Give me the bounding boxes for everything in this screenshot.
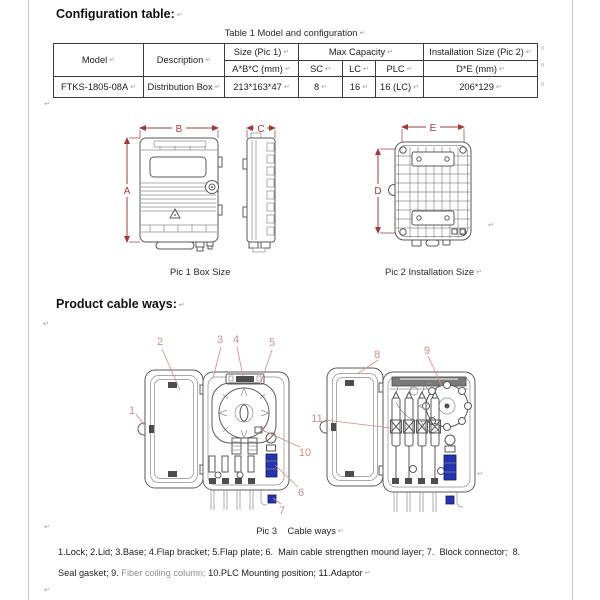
- pic3-cable-ways-drawing: [105, 328, 515, 528]
- pic1-side-view: [243, 133, 275, 252]
- dim-label-d: D: [374, 186, 382, 197]
- paragraph-mark: ↵: [337, 528, 344, 535]
- paragraph-mark: ↵: [44, 101, 50, 108]
- paragraph-mark: ↵: [364, 570, 371, 577]
- dim-label-c: C: [257, 124, 265, 135]
- table-row: [54, 77, 538, 98]
- header-plc: PLC ↵: [376, 61, 424, 77]
- paragraph-mark: ↵: [176, 12, 183, 19]
- page-left-edge: [28, 0, 29, 600]
- paragraph-mark: ↵: [283, 84, 290, 91]
- header-description: Description ↵: [144, 44, 225, 77]
- cell-plc: 16 (LC) ↵: [376, 77, 424, 98]
- table-caption: [53, 27, 537, 38]
- paragraph-mark: ↵: [359, 30, 366, 37]
- callout-3: 3: [216, 334, 224, 346]
- muted-legend-segment: Fiber coiling column;: [121, 568, 209, 578]
- paragraph-mark: ↵: [43, 321, 49, 328]
- adaptor-blue: [444, 455, 456, 480]
- paragraph-mark: ↵: [205, 57, 212, 64]
- callout-6: 6: [297, 487, 305, 499]
- lock-knob-icon: [206, 181, 219, 194]
- paragraph-mark: ↵: [283, 49, 290, 56]
- cell-end-mark: ¤: [541, 46, 545, 52]
- callout-5: 5: [268, 337, 276, 349]
- paragraph-mark: ↵: [488, 222, 494, 229]
- cell-model: FTKS-1805-08A ↵: [54, 77, 144, 98]
- paragraph-mark: ↵: [321, 84, 328, 91]
- paragraph-mark: ↵: [413, 84, 419, 91]
- paragraph-mark: ↵: [325, 65, 331, 73]
- pic1-front-view: [140, 138, 222, 251]
- label-window: [150, 157, 206, 177]
- configuration-table-heading: [56, 7, 183, 21]
- paragraph-mark: ↵: [362, 84, 369, 91]
- pic3-caption: Pic 3 Cable ways ↵: [256, 525, 344, 536]
- dimension-a-arrow: [121, 138, 140, 242]
- dimension-b-arrow: [140, 122, 218, 138]
- pic2-back-view: [389, 142, 472, 246]
- callout-8: 8: [373, 349, 381, 361]
- warning-triangle-icon: [170, 209, 180, 218]
- cell-end-mark: ¤: [541, 63, 545, 69]
- bottom-tray: [156, 242, 194, 249]
- paragraph-mark: ↵: [477, 471, 483, 478]
- cell-end-mark: ¤: [541, 82, 545, 88]
- paragraph-mark: ↵: [284, 65, 291, 73]
- hinge-teeth: [267, 143, 274, 235]
- pic2-installation-drawing: [360, 113, 510, 263]
- paragraph-mark: ↵: [109, 57, 116, 64]
- parts-legend-line-1: 1.Lock; 2.Lid; 3.Base; 4.Flap bracket; 5.Flap plate; 6. Main cable strengthen mound layer; 7. Block connector; 8.: [58, 547, 521, 557]
- header-installation-size: Installation Size (Pic 2) ↵: [424, 44, 538, 61]
- dim-label-b: B: [175, 124, 183, 135]
- paragraph-mark: ↵: [44, 587, 50, 594]
- page-right-edge: [572, 0, 573, 600]
- dim-label-e: E: [429, 123, 437, 134]
- header-size: Size (Pic 1) ↵: [225, 44, 299, 61]
- pic1-caption: Pic 1 Box Size: [170, 266, 231, 277]
- cable-glands: [196, 242, 213, 251]
- header-sc: SC ↵: [299, 61, 343, 77]
- bottom-ports: [211, 490, 267, 510]
- heading-text: Product cable ways:: [56, 297, 177, 311]
- cell-lc: 16 ↵: [343, 77, 376, 98]
- mounting-plate-top: [412, 152, 454, 166]
- paragraph-mark: ↵: [525, 49, 532, 56]
- configuration-table: [53, 43, 538, 98]
- callout-9: 9: [423, 345, 431, 357]
- paragraph-mark: ↵: [214, 84, 221, 91]
- callout-11: 11: [311, 413, 323, 425]
- pic2-caption: Pic 2 Installation Size ↵: [385, 266, 482, 277]
- dim-label-a: A: [123, 186, 131, 197]
- paragraph-mark: ↵: [495, 84, 502, 91]
- paragraph-mark: ↵: [476, 269, 482, 276]
- cell-description: Distribution Box ↵: [144, 77, 225, 98]
- paragraph-mark: ↵: [44, 524, 50, 531]
- paragraph-mark: ↵: [406, 65, 413, 73]
- callout-4: 4: [232, 334, 240, 346]
- header-size-sub: A*B*C (mm) ↵: [225, 61, 299, 77]
- adaptor-tip-blue: [446, 496, 454, 504]
- header-model: Model ↵: [54, 44, 144, 77]
- paragraph-mark: ↵: [130, 84, 137, 91]
- parts-legend-line-2: Seal gasket; 9. Fiber coiling column; 10.PLC Mounting position; 11.Adaptor ↵: [58, 568, 371, 578]
- cable-ways-heading: [56, 297, 185, 311]
- callout-7: 7: [278, 505, 286, 517]
- callout-2: 2: [156, 336, 164, 348]
- header-installation-sub: D*E (mm) ↵: [424, 61, 538, 77]
- vent-ribs: [141, 183, 216, 211]
- mounting-plate-bottom: [412, 211, 454, 225]
- cell-installation: 206*129 ↵: [424, 77, 538, 98]
- pic3-right-diagram: [320, 368, 475, 512]
- paragraph-mark: ↵: [363, 65, 369, 73]
- pic1-box-size-drawing: [110, 113, 290, 263]
- pic3-left-diagram: [138, 370, 289, 510]
- heading-text: Configuration table:: [56, 7, 175, 21]
- table-caption-text: Table 1 Model and configuration: [224, 27, 358, 38]
- cell-size: 213*163*47 ↵: [225, 77, 299, 98]
- paragraph-mark: ↵: [178, 302, 185, 309]
- header-lc: LC ↵: [343, 61, 376, 77]
- callout-1: 1: [128, 405, 136, 417]
- paragraph-mark: ↵: [387, 49, 394, 56]
- header-max-capacity: Max Capacity ↵: [299, 44, 424, 61]
- paragraph-mark: ↵: [498, 65, 505, 73]
- callout-10: 10: [298, 447, 312, 459]
- cell-sc: 8 ↵: [299, 77, 343, 98]
